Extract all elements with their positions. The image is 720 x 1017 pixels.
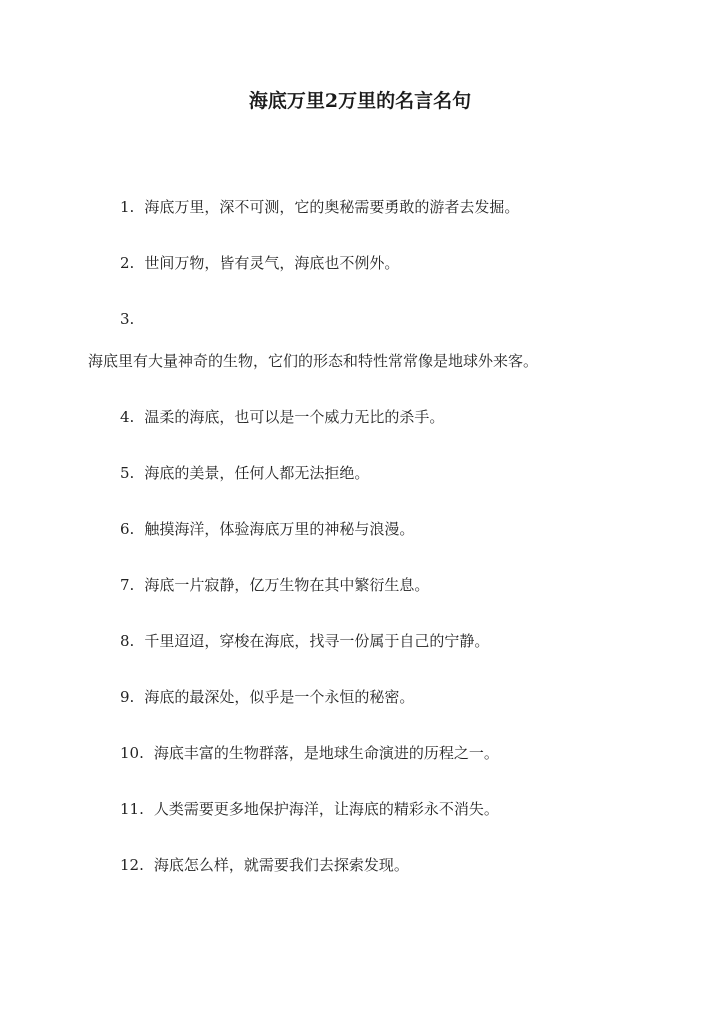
- quote-item-11: [120, 798, 499, 820]
- quote-text: 人类需要更多地保护海洋，让海底的精彩永不消失。: [153, 800, 499, 818]
- quote-number: 11.: [120, 800, 144, 818]
- quote-item-2: [120, 252, 399, 274]
- quote-item-3-number: [120, 308, 144, 330]
- quote-item-3-text: 海底里有大量神奇的生物，它们的形态和特性常常像是地球外来客。: [88, 352, 539, 370]
- quote-text: 海底一片寂静，亿万生物在其中繁衍生息。: [144, 576, 430, 594]
- quote-text: 海底的美景，任何人都无法拒绝。: [144, 464, 370, 482]
- quote-number: 4.: [120, 408, 135, 426]
- quote-text: 触摸海洋，体验海底万里的神秘与浪漫。: [144, 520, 415, 538]
- quote-item-1: [120, 196, 519, 218]
- quote-number: 2.: [120, 254, 135, 272]
- quote-item-10: [120, 742, 499, 764]
- page-title: 海底万里2万里的名言名句: [248, 90, 472, 112]
- quote-number: 3.: [120, 310, 135, 328]
- quote-number: 1.: [120, 198, 135, 216]
- quote-item-4: [120, 406, 444, 428]
- quote-item-5: [120, 462, 369, 484]
- quote-number: 10.: [120, 744, 144, 762]
- quote-number: 5.: [120, 464, 135, 482]
- quote-number: 12.: [120, 856, 144, 874]
- quote-number: 7.: [120, 576, 135, 594]
- quote-item-6: [120, 518, 414, 540]
- quote-text: 千里迢迢，穿梭在海底，找寻一份属于自己的宁静。: [144, 632, 490, 650]
- quote-text: 海底的最深处，似乎是一个永恒的秘密。: [144, 688, 415, 706]
- quote-item-9: [120, 686, 414, 708]
- quote-item-8: [120, 630, 489, 652]
- quote-text: 海底万里，深不可测，它的奥秘需要勇敢的游者去发掘。: [144, 198, 520, 216]
- quote-item-7: [120, 574, 429, 596]
- quote-text: 海底怎么样，就需要我们去探索发现。: [153, 856, 409, 874]
- quote-number: 6.: [120, 520, 135, 538]
- quote-item-12: [120, 854, 409, 876]
- quote-number: 8.: [120, 632, 135, 650]
- quote-text: 海底丰富的生物群落，是地球生命演进的历程之一。: [153, 744, 499, 762]
- quote-number: 9.: [120, 688, 135, 706]
- quote-text: 温柔的海底，也可以是一个威力无比的杀手。: [144, 408, 445, 426]
- quote-text: 世间万物，皆有灵气，海底也不例外。: [144, 254, 400, 272]
